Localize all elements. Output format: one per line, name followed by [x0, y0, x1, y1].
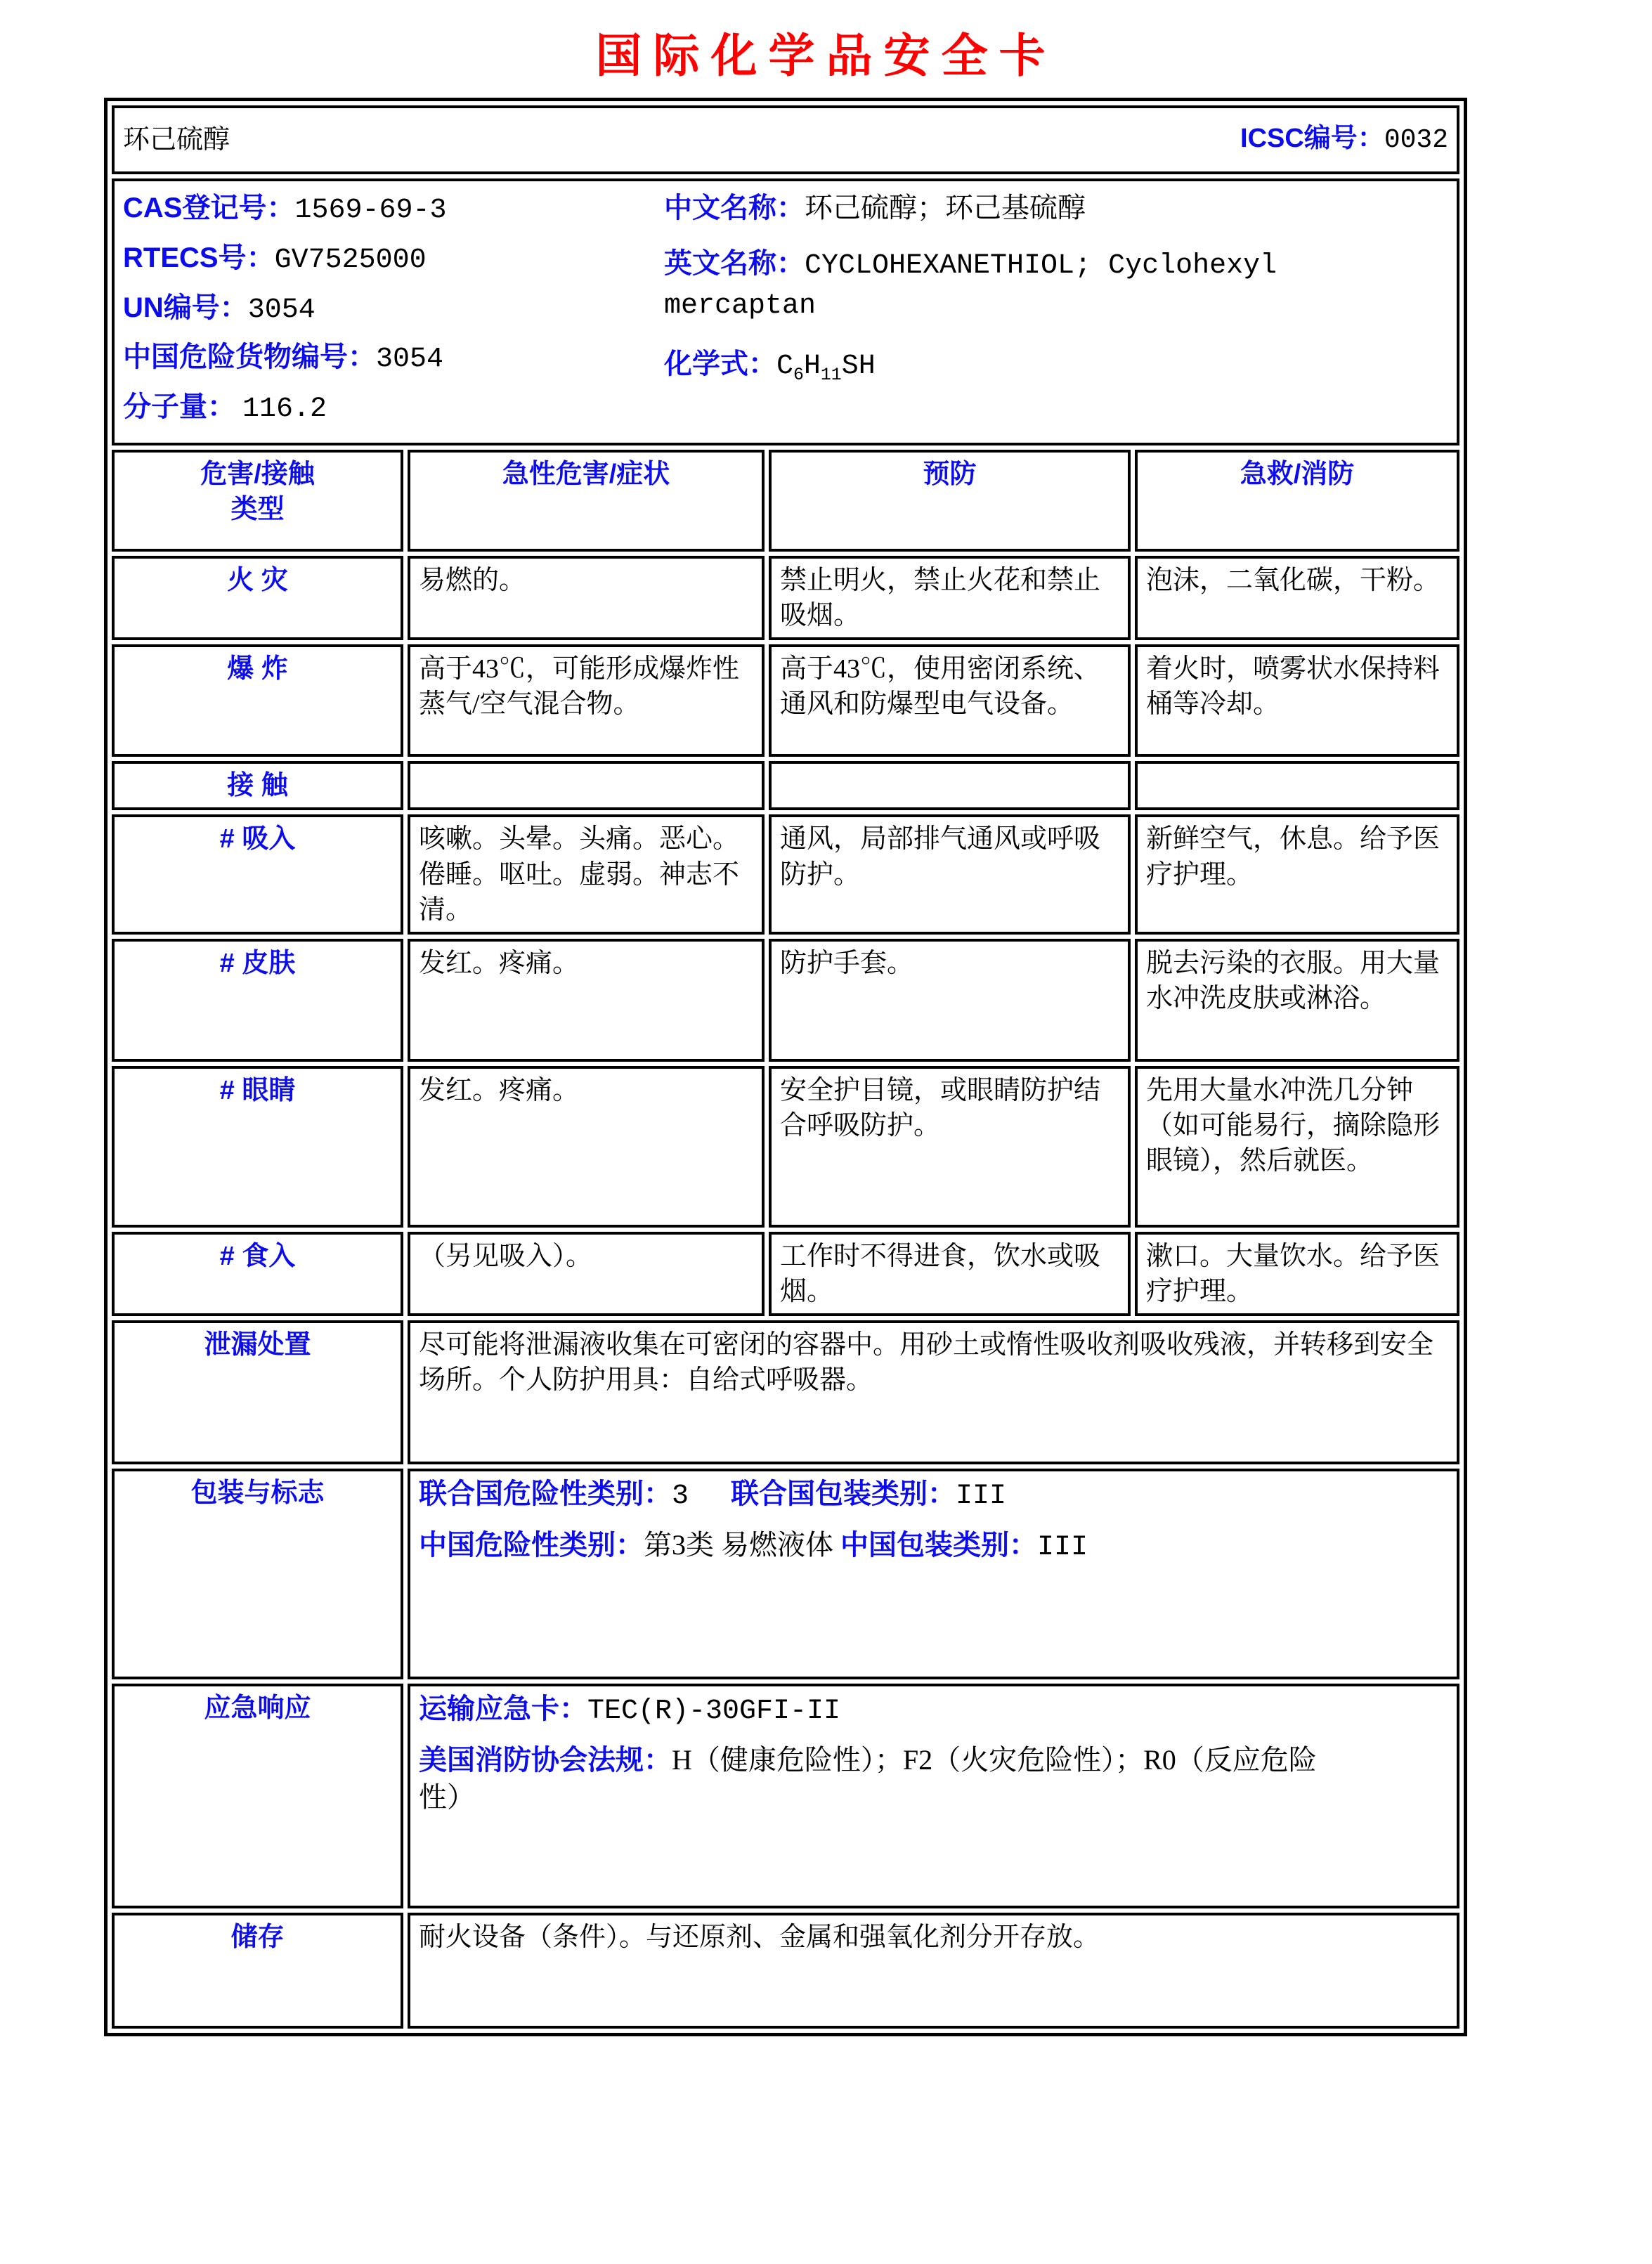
formula-field [664, 346, 1443, 387]
fire-row-label: 火 灾 [112, 556, 403, 640]
chinese-name-value: 环己硫醇；环己基硫醇 [805, 192, 1086, 223]
un-hazard-class-value: 3 [672, 1481, 689, 1513]
tec-line [419, 1691, 1448, 1731]
rtecs-field [123, 240, 664, 280]
header-prevention: 预防 [769, 450, 1131, 552]
un-class-line [419, 1476, 1448, 1516]
exposure-prevention [769, 761, 1131, 810]
inhalation-row-label: # 吸入 [112, 814, 403, 934]
explosion-symptoms: 高于43℃，可能形成爆炸性蒸气/空气混合物。 [408, 644, 765, 757]
molar-mass-field [123, 389, 664, 429]
chinese-name-field [664, 190, 1443, 227]
formula-label: 化学式： [664, 349, 776, 380]
hazard-row-fire [112, 556, 1459, 640]
cn-dg-number-field [123, 339, 664, 379]
fire-firefighting: 泡沫，二氧化碳，干粉。 [1135, 556, 1459, 640]
explosion-prevention: 高于43℃，使用密闭系统、通风和防爆型电气设备。 [769, 644, 1131, 757]
molar-mass-label: 分子量： [123, 391, 235, 423]
skin-firefighting: 脱去污染的衣服。用大量水冲洗皮肤或淋浴。 [1135, 939, 1459, 1062]
hazard-row-skin [112, 939, 1459, 1062]
fire-symptoms: 易燃的。 [408, 556, 765, 640]
exposure-firefighting [1135, 761, 1459, 810]
un-packing-group-value: III [956, 1481, 1007, 1513]
explosion-firefighting: 着火时，喷雾状水保持料桶等冷却。 [1135, 644, 1459, 757]
eyes-symptoms: 发红。疼痛。 [408, 1066, 765, 1228]
hazard-row-explosion [112, 644, 1459, 757]
un-number-label: UN编号： [123, 292, 248, 323]
exposure-symptoms [408, 761, 765, 810]
cn-hazard-class-value: 第3类 易燃液体 [644, 1529, 833, 1561]
hazard-row-ingestion [112, 1232, 1459, 1316]
formula-value: $C_6H_{11}SH$ [776, 351, 876, 386]
cn-class-line [419, 1527, 1448, 1567]
explosion-row-label: 爆 炸 [112, 644, 403, 757]
identifier-list [123, 186, 664, 438]
inhalation-symptoms: 咳嗽。头晕。头痛。恶心。倦睡。呕吐。虚弱。神志不清。 [408, 814, 765, 934]
nfpa-line [419, 1742, 1332, 1816]
icsc-number [1240, 121, 1448, 158]
molar-mass-value: 116.2 [242, 393, 327, 426]
ingestion-row-label: # 食入 [112, 1232, 403, 1316]
packaging-label: 包装与标志 [112, 1469, 403, 1679]
ingestion-firefighting: 漱口。大量饮水。给予医疗护理。 [1135, 1232, 1459, 1316]
hazard-row-inhalation [112, 814, 1459, 934]
icsc-number-label: ICSC编号： [1240, 124, 1384, 154]
emergency-row [112, 1684, 1459, 1908]
emergency-content [408, 1684, 1459, 1908]
nfpa-value: H（健康危险性）；F2（火灾危险性）；R0（反应危险性） [419, 1744, 1317, 1813]
header-acute-symptoms: 急性危害/症状 [408, 450, 765, 552]
storage-text: 耐火设备（条件）。与还原剂、金属和强氧化剂分开存放。 [408, 1913, 1459, 2029]
cn-dg-number-value: 3054 [376, 344, 444, 376]
packaging-content [408, 1469, 1459, 1679]
name-block [664, 186, 1448, 438]
english-name-field [664, 245, 1443, 325]
un-packing-group-label: 联合国包装类别： [731, 1478, 956, 1510]
icsc-page [0, 18, 1652, 2264]
exposure-row-label: 接 触 [112, 761, 403, 810]
hazard-row-eyes [112, 1066, 1459, 1228]
emergency-label: 应急响应 [112, 1684, 403, 1908]
tec-card-label: 运输应急卡： [419, 1693, 587, 1725]
skin-row-label: # 皮肤 [112, 939, 403, 1062]
eyes-firefighting: 先用大量水冲洗几分钟（如可能易行，摘除隐形眼镜），然后就医。 [1135, 1066, 1459, 1228]
english-name-value: CYCLOHEXANETHIOL; Cyclohexyl mercaptan [664, 249, 1277, 322]
rtecs-label: RTECS号： [123, 242, 275, 273]
cas-label: CAS登记号： [123, 193, 295, 223]
skin-symptoms: 发红。疼痛。 [408, 939, 765, 1062]
un-hazard-class-label: 联合国危险性类别： [419, 1478, 672, 1510]
spill-text: 尽可能将泄漏液收集在可密闭的容器中。用砂土或惰性吸收剂吸收残液，并转移到安全场所。个人防护用具：自给式呼吸器。 [408, 1320, 1459, 1464]
inhalation-firefighting: 新鲜空气，休息。给予医疗护理。 [1135, 814, 1459, 934]
header-hazard-type: 危害/接触 类型 [112, 450, 403, 552]
cas-field [123, 190, 664, 230]
eyes-prevention: 安全护目镜，或眼睛防护结合呼吸防护。 [769, 1066, 1131, 1228]
icsc-number-value: 0032 [1384, 125, 1449, 156]
spill-label: 泄漏处置 [112, 1320, 403, 1464]
card-header-row [112, 105, 1459, 174]
ingestion-symptoms: （另见吸入）。 [408, 1232, 765, 1316]
chinese-name-label: 中文名称： [664, 193, 805, 223]
cn-packing-group-value: III [1037, 1532, 1088, 1564]
english-name-label: 英文名称： [664, 247, 805, 279]
fire-prevention: 禁止明火，禁止火花和禁止吸烟。 [769, 556, 1131, 640]
packaging-row [112, 1469, 1459, 1679]
safety-card-table [104, 98, 1467, 2036]
page-title: 国际化学品安全卡 [595, 30, 1057, 82]
cn-dg-number-label: 中国危险货物编号： [123, 341, 376, 373]
nfpa-label: 美国消防协会法规： [419, 1745, 672, 1776]
hazard-row-exposure [112, 761, 1459, 810]
eyes-row-label: # 眼睛 [112, 1066, 403, 1228]
ingestion-prevention: 工作时不得进食，饮水或吸烟。 [769, 1232, 1131, 1316]
un-number-value: 3054 [247, 294, 316, 326]
rtecs-value: GV7525000 [274, 244, 427, 276]
cn-packing-group-label: 中国包装类别： [840, 1530, 1037, 1561]
storage-label: 储存 [112, 1913, 403, 2029]
identity-row [112, 178, 1459, 445]
cas-value: 1569-69-3 [294, 195, 447, 226]
un-number-field [123, 289, 664, 330]
substance-name: 环己硫醇 [123, 124, 230, 155]
tec-card-value: TEC(R)-30GFI-II [587, 1696, 841, 1728]
skin-prevention: 防护手套。 [769, 939, 1131, 1062]
spill-row [112, 1320, 1459, 1464]
hazard-header-row [112, 450, 1459, 552]
cn-hazard-class-label: 中国危险性类别： [419, 1530, 644, 1561]
storage-row [112, 1913, 1459, 2029]
inhalation-prevention: 通风，局部排气通风或呼吸防护。 [769, 814, 1131, 934]
header-firefighting: 急救/消防 [1135, 450, 1459, 552]
